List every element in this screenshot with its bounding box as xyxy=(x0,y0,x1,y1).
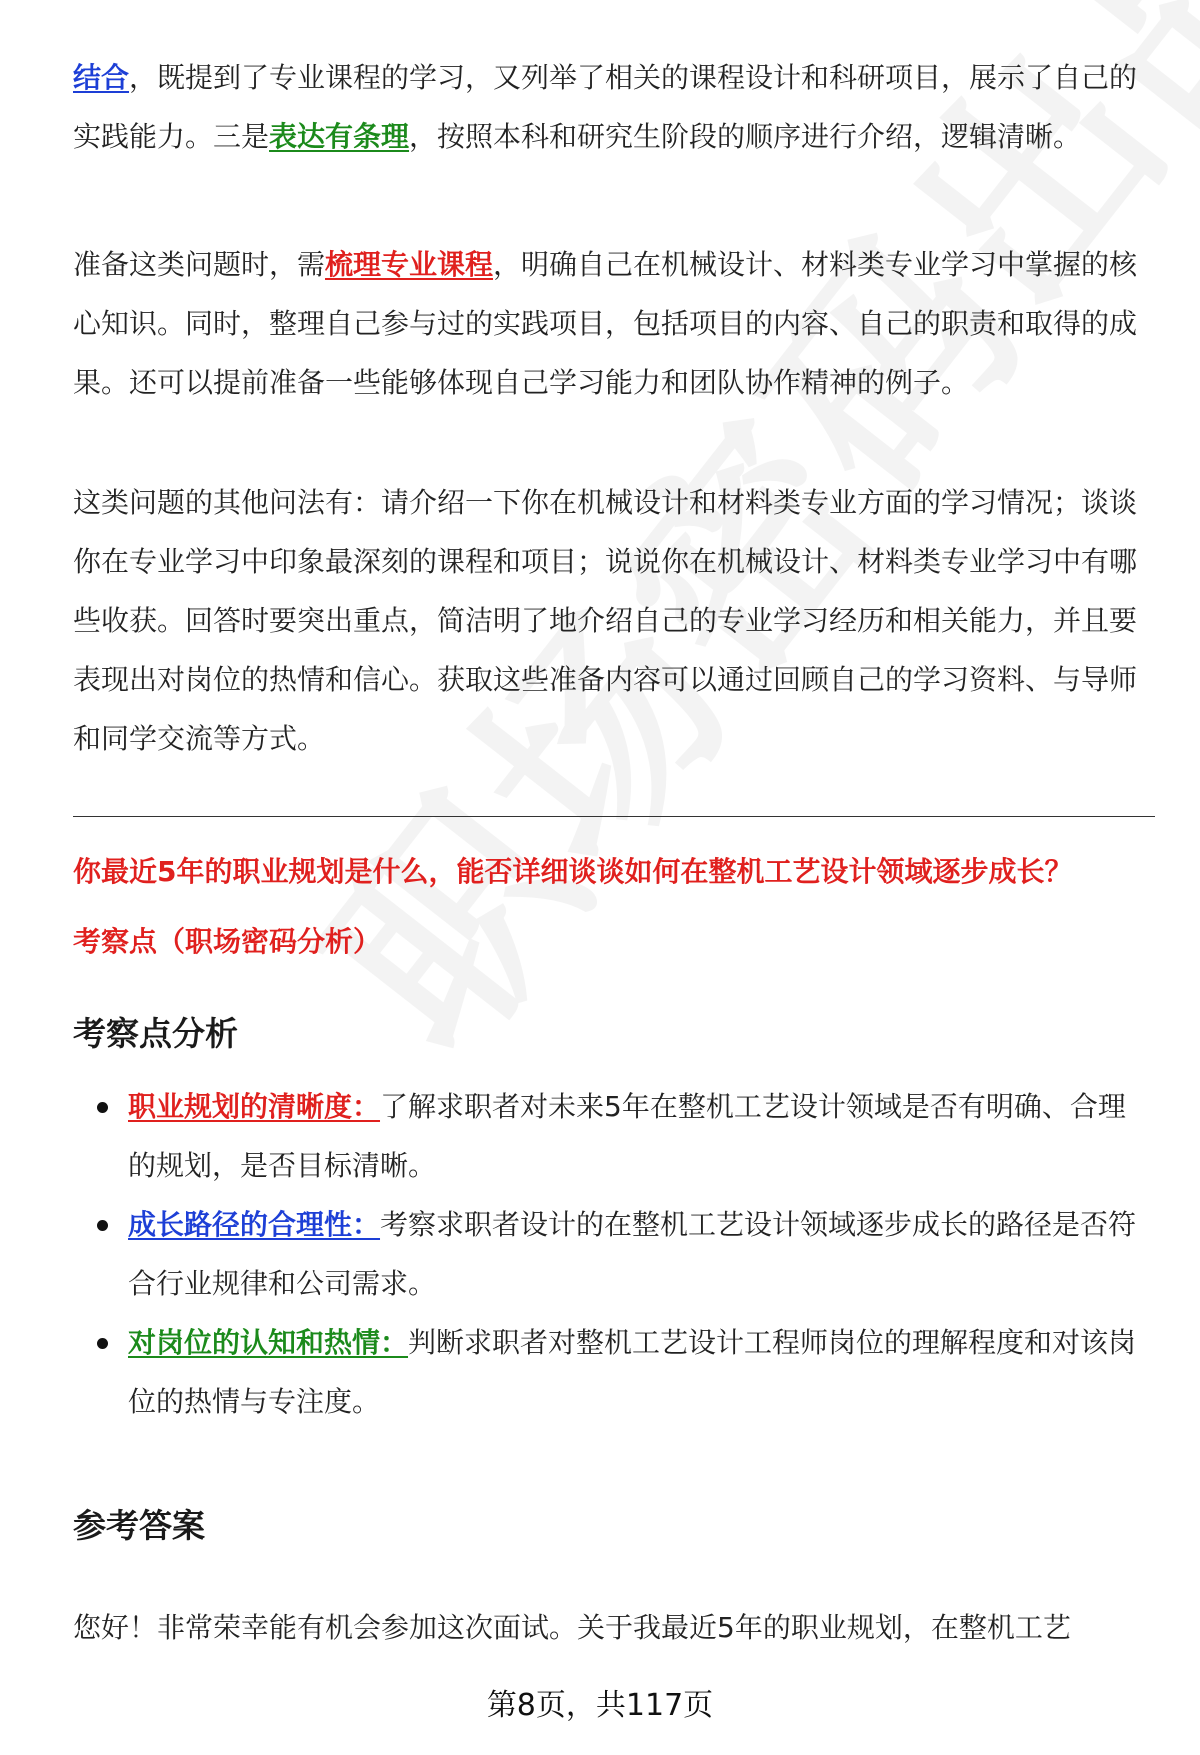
paragraph-1-text-a: ，既提到了专业课程的学习，又列举了相关的课程设计和科研项目，展示了自己的实践能力。三是 xyxy=(73,61,1138,153)
bullet-label: 对岗位的认知和热情： xyxy=(128,1326,409,1359)
paragraph-2 xyxy=(73,235,1153,412)
bullet-label: 成长路径的合理性： xyxy=(128,1208,381,1241)
exam-point-label: 考察点（职场密码分析） xyxy=(73,925,382,958)
section-divider xyxy=(73,816,1155,817)
paragraph-2-text-b: ，明确自己在机械设计、材料类专业学习中掌握的核心知识。同时，整理自己参与过的实践项目，包括项目的内容、自己的职责和取得的成果。还可以提前准备一些能够体现自己学习能力和团队协作精神的例子。 xyxy=(73,248,1138,399)
highlight-integration: 结合 xyxy=(73,61,130,94)
page-number: 第8页，共117页 xyxy=(486,1688,714,1723)
analysis-heading: 考察点分析 xyxy=(73,1014,238,1053)
bullet-text: 考察求职者设计的在整机工艺设计领域逐步成长的路径是否符合行业规律和公司需求。 xyxy=(128,1208,1137,1300)
answer-paragraph: 您好！非常荣幸能有机会参加这次面试。关于我最近5年的职业规划，在整机工艺 xyxy=(73,1611,1071,1644)
bullet-text: 判断求职者对整机工艺设计工程师岗位的理解程度和对该岗位的热情与专注度。 xyxy=(128,1326,1137,1418)
highlight-sort-courses: 梳理专业课程 xyxy=(325,248,494,281)
bullet-label: 职业规划的清晰度： xyxy=(128,1090,381,1123)
paragraph-1-text-b: ，按照本科和研究生阶段的顺序进行介绍，逻辑清晰。 xyxy=(409,120,1082,153)
analysis-bullet-list xyxy=(73,1077,1153,1431)
interview-question: 你最近5年的职业规划是什么，能否详细谈谈如何在整机工艺设计领域逐步成长？ xyxy=(73,855,1073,888)
paragraph-2-text-a: 准备这类问题时，需 xyxy=(73,248,326,281)
highlight-organized-expression: 表达有条理 xyxy=(269,120,410,153)
answer-heading: 参考答案 xyxy=(73,1506,205,1545)
bullet-text: 了解求职者对未来5年在整机工艺设计领域是否有明确、合理的规划，是否目标清晰。 xyxy=(128,1090,1126,1182)
paragraph-1 xyxy=(73,48,1153,166)
bullet-item xyxy=(73,1195,1153,1313)
bullet-item xyxy=(73,1077,1153,1195)
bullet-item xyxy=(73,1313,1153,1431)
paragraph-3: 这类问题的其他问法有：请介绍一下你在机械设计和材料类专业方面的学习情况；谈谈你在专业学习中印象最深刻的课程和项目；说说你在机械设计、材料类专业学习中有哪些收获。回答时要突出重点，简洁明了地介绍自己的专业学习经历和相关能力，并且要表现出对岗位的热情和信心。获取这些准备内容可以通过回顾自己的学习资料、与导师和同学交流等方式。 xyxy=(73,486,1138,755)
